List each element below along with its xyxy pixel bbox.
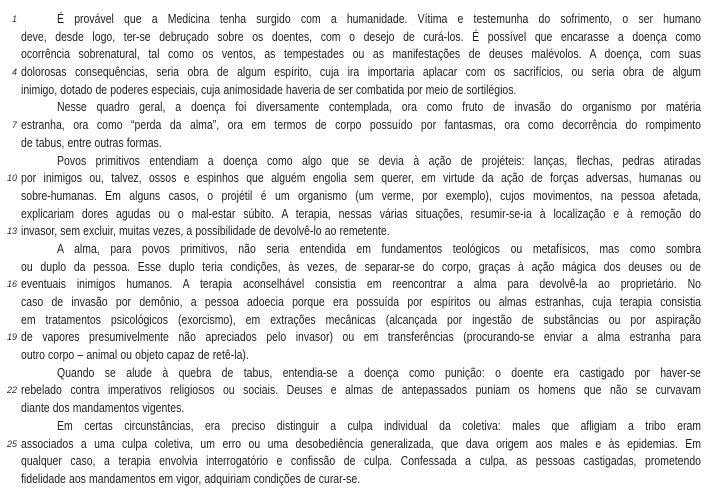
text-line [0, 364, 713, 382]
line-text: explicariam dores agudas ou o mal-estar súbito. A terapia, nessas várias situações, resumir-se-ia à localização e à remoção do [21, 205, 702, 221]
line-text: Nesse quadro geral, a doença foi diversamente contemplada, ora como fruto de invasão do organismo por matéria [57, 99, 702, 115]
line-text: dolorosas consequências, seria obra de algum espírito, cuja ira importaria aplacar com os sacrifícios, ou seria obra de algum [21, 64, 702, 80]
text-line [0, 169, 713, 187]
line-text: É provável que a Medicina tenha surgido com a humanidade. Vítima e testemunha do sofrimento, o ser humano [57, 11, 702, 26]
line-text: associados a uma culpa coletiva, um erro ou uma desobediência generalizada, que dava origem aos males e às epidemias. Em [21, 435, 702, 451]
line-text: de tabus, entre outras formas. [21, 134, 162, 150]
line-text: deve, desde logo, ter-se debruçado sobre os doentes, com o desejo de curá-los. É possível que encarasse a doença como [21, 28, 702, 44]
text-line [0, 222, 713, 240]
line-text: qualquer caso, a terapia envolvia interrogatório e confissão de culpa. Confessada a culpa, as pessoas castigadas, prometendo [21, 453, 702, 469]
text-line [0, 205, 713, 223]
line-text: ou duplo da pessoa. Esse duplo teria condições, às vezes, de separar-se do corpo, graças à ação mágica dos deuses ou de [21, 258, 702, 274]
line-text: caso de invasão por demônio, a pessoa adoecia porque era possuída por espíritos ou almas estranhas, cuja terapia consistia [21, 294, 702, 309]
text-line [0, 187, 713, 205]
reading-passage [0, 10, 713, 488]
text-line [0, 275, 713, 293]
text-line [0, 45, 713, 63]
line-text: eventuais inimigos humanos. A terapia aconselhável consistia em reencontrar a alma para devolvê-la ao proprietário. No [21, 276, 702, 292]
line-text: de vapores presumivelmente não apreciados pelo invasor) ou em transferências (procurando-se enviar a alma estranha para [21, 329, 702, 345]
line-text: Quando se alude à quebra de tabus, entendia-se a doença como punição: o doente era castigado por haver-se [57, 364, 702, 380]
line-number: 7 [11, 120, 17, 131]
text-line [0, 98, 713, 116]
line-text: sobre-humanas. Em alguns casos, o projétil é um organismo (um verme, por exemplo), cujos movimentos, na pessoa afetada, [21, 187, 702, 203]
line-text: Povos primitivos entendiam a doença como algo que se devia à ação de projéteis: lanças, flechas, pedras atiradas [57, 152, 702, 168]
line-text: ocorrência sobrenatural, tal como os ventos, as tempestades ou as manifestações de deuses malévolos. A doença, com suas [21, 46, 702, 62]
text-line [0, 328, 713, 346]
line-text: invasor, sem excluir, muitas vezes, a possibilidade de devolvê-lo ao remetente. [21, 223, 390, 239]
line-text: por inimigos ou, talvez, ossos e espinhos que alguém engolia sem querer, em virtude da ação de forças adversas, humanas ou [21, 170, 702, 186]
text-line [0, 258, 713, 276]
text-line [0, 470, 713, 488]
text-line [0, 311, 713, 329]
text-line [0, 28, 713, 46]
text-line [0, 152, 713, 170]
text-line [0, 10, 713, 28]
text-line [0, 381, 713, 399]
text-line [0, 240, 713, 258]
line-number: 1 [11, 14, 17, 24]
line-number: 13 [6, 226, 17, 237]
text-line [0, 417, 713, 435]
text-line [0, 134, 713, 152]
text-line [0, 399, 713, 417]
text-line [0, 81, 713, 99]
line-number: 25 [6, 438, 17, 449]
text-line [0, 116, 713, 134]
line-text: fidelidade aos mandamentos em vigor, adquiriam condições de curar-se. [21, 470, 361, 486]
line-text: em tratamentos psicológicos (exorcismo), em extrações mecânicas (alcançada por ingestão de substâncias ou por aspiração [21, 311, 702, 327]
line-text: outro corpo – animal ou objeto capaz de retê-la). [21, 347, 249, 363]
line-text: inimigo, dotado de poderes especiais, cuja animosidade haveria de ser combatida por meio de sortilégios. [21, 81, 517, 97]
line-number: 16 [6, 279, 17, 290]
text-line [0, 452, 713, 470]
line-number: 22 [6, 385, 17, 396]
line-text: diante dos mandamentos vigentes. [21, 400, 185, 416]
line-text: A alma, para povos primitivos, não seria entendida em fundamentos teológicos ou metafísicos, mas como sombra [57, 240, 702, 256]
text-line [0, 435, 713, 453]
line-number: 19 [6, 332, 17, 343]
text-line [0, 346, 713, 364]
line-number: 10 [6, 173, 17, 184]
line-text: Em certas circunstâncias, era preciso distinguir a culpa individual da coletiva: males que afligiam a tribo eram [57, 417, 702, 433]
text-line [0, 63, 713, 81]
line-text: rebelado contra imperativos religiosos ou sociais. Deuses e almas de antepassados puniam os homens que não se curvavam [21, 382, 702, 398]
line-number: 4 [11, 67, 17, 78]
line-text: estranha, ora como “perda da alma”, ora em termos de corpo possuído por fantasmas, ora como decorrência do rompimento [21, 117, 702, 133]
text-line [0, 293, 713, 311]
